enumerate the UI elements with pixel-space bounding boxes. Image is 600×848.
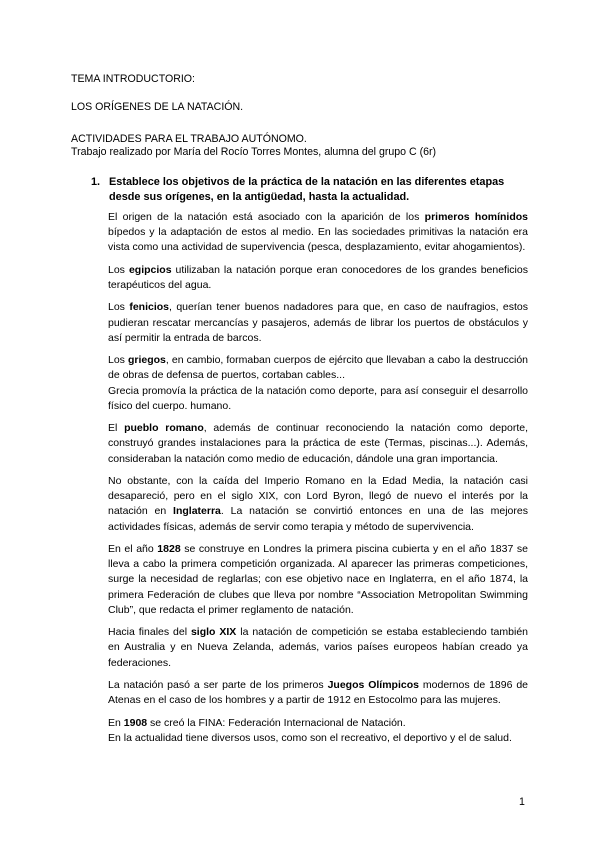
paragraph-text: El origen de la natación está asociado con la aparición de los <box>108 211 425 223</box>
paragraph <box>108 210 528 256</box>
paragraph-text: Hacia finales del <box>108 626 191 639</box>
bold-term: pueblo romano <box>124 422 204 435</box>
activities-heading: ACTIVIDADES PARA EL TRABAJO AUTÓNOMO. <box>71 133 307 145</box>
paragraph <box>108 300 528 346</box>
bold-term: griegos <box>127 354 166 367</box>
bold-term: 1828 <box>157 542 181 555</box>
paragraph-text: En la actualidad tiene diversos usos, como son el recreativo, el deportivo y el de salud. <box>108 731 512 744</box>
paragraph-text: modernos de 1896 de Atenas en el caso de los hombres y a partir de 1912 en Estocolmo para las mujeres. <box>108 678 529 707</box>
paragraph-text: No obstante, con la caída del Imperio Romano en la Edad Media, la natación casi desapareció, pero en el siglo XIX, con Lord Byron, llegó de nuevo el interés por la natación en <box>108 474 528 518</box>
topic-heading: TEMA INTRODUCTORIO: <box>71 73 195 85</box>
bold-term: egipcios <box>128 263 172 276</box>
paragraph-text: En <box>108 716 124 729</box>
question-text: Establece los objetivos de la práctica de la natación en las diferentes etapas desde sus orígenes, en la antigüedad, hasta la actualidad. <box>109 176 505 203</box>
paragraph-text: Los <box>108 354 128 367</box>
paragraph-text: , además de continuar reconociendo la natación como deporte, construyó grandes instalaciones para la práctica de este (Termas, piscinas...). Además, consideraban la natación como medio de educación, dándole una gran importancia. <box>108 422 528 465</box>
paragraph <box>108 716 528 731</box>
paragraph <box>108 542 528 618</box>
paragraph-text: Grecia promovía la práctica de la natación como deporte, para así conseguir el desarrollo físico del cuerpo. humano. <box>108 384 528 412</box>
paragraph-text: . La natación se convirtió entonces en una de las mejores actividades físicas, además de servir como terapia y método de supervivencia. <box>108 505 528 533</box>
paragraph-text: utilizaban la natación porque eran conocedores de los grandes beneficios terapéuticos del agua. <box>108 263 528 291</box>
document-title: LOS ORÍGENES DE LA NATACIÓN. <box>71 101 244 113</box>
bold-term: siglo XIX <box>190 626 237 639</box>
question-1 <box>92 175 532 205</box>
bold-term: Inglaterra <box>173 505 221 518</box>
paragraph-text: Los <box>108 301 130 314</box>
paragraph-text: , en cambio, formaban cuerpos de ejército que llevaban a cabo la destrucción de obras de defensa de puertos, cortaban cables... <box>108 354 528 382</box>
bold-term: 1908 <box>123 716 148 729</box>
paragraph <box>108 625 528 671</box>
paragraph <box>108 678 528 708</box>
paragraph-text: bípedos y la adaptación de estos al medio. En las sociedades primitivas la natación era vista como una actividad de supervivencia (pesca, desplazamiento, evitar ahogamientos). <box>108 226 528 254</box>
paragraph <box>108 263 528 293</box>
paragraph <box>108 353 528 414</box>
answer-body <box>108 210 528 753</box>
bold-term: Juegos Olímpicos <box>327 678 419 691</box>
paragraph-text: se construye en Londres la primera piscina cubierta y en el año 1837 se lleva a cabo la primera competición organizada. Al aparecer las primeras competiciones, surge la necesidad de reglarlas; con ese objetivo nace en Inglaterra, en el año 1874, la primera Federación de clubes que lleva por nombre “Association Metropolitan Swimming Club”, que redacta el primer reglamento de natación. <box>108 542 528 616</box>
paragraph-text: , querían tener buenos nadadores para que, en caso de naufragios, estos pudieran rescatar mercancías y pasajeros, además de librar los puertos de obstáculos y así permitir la entrada de barcos. <box>108 301 528 344</box>
paragraph-text: se creó la FINA: Federación Internacional de Natación. <box>147 716 406 729</box>
paragraph-text: En el año <box>108 542 158 555</box>
paragraph-text: La natación pasó a ser parte de los primeros <box>108 678 328 691</box>
paragraph-text: la natación de competición se estaba estableciendo también en Australia y en Nueva Zelanda, además, varios países europeos habían creado ya federaciones. <box>108 626 528 669</box>
paragraph <box>108 421 528 467</box>
page-number: 1 <box>519 796 525 808</box>
paragraph <box>108 474 528 535</box>
paragraph-text: El <box>108 422 125 435</box>
paragraph <box>108 731 528 746</box>
bold-term: primeros homínidos <box>424 211 528 223</box>
author-line: Trabajo realizado por María del Rocío Torres Montes, alumna del grupo C (6r) <box>71 146 437 158</box>
question-number: 1. <box>91 176 101 188</box>
bold-term: fenicios <box>129 301 170 314</box>
paragraph-text: Los <box>108 263 129 276</box>
